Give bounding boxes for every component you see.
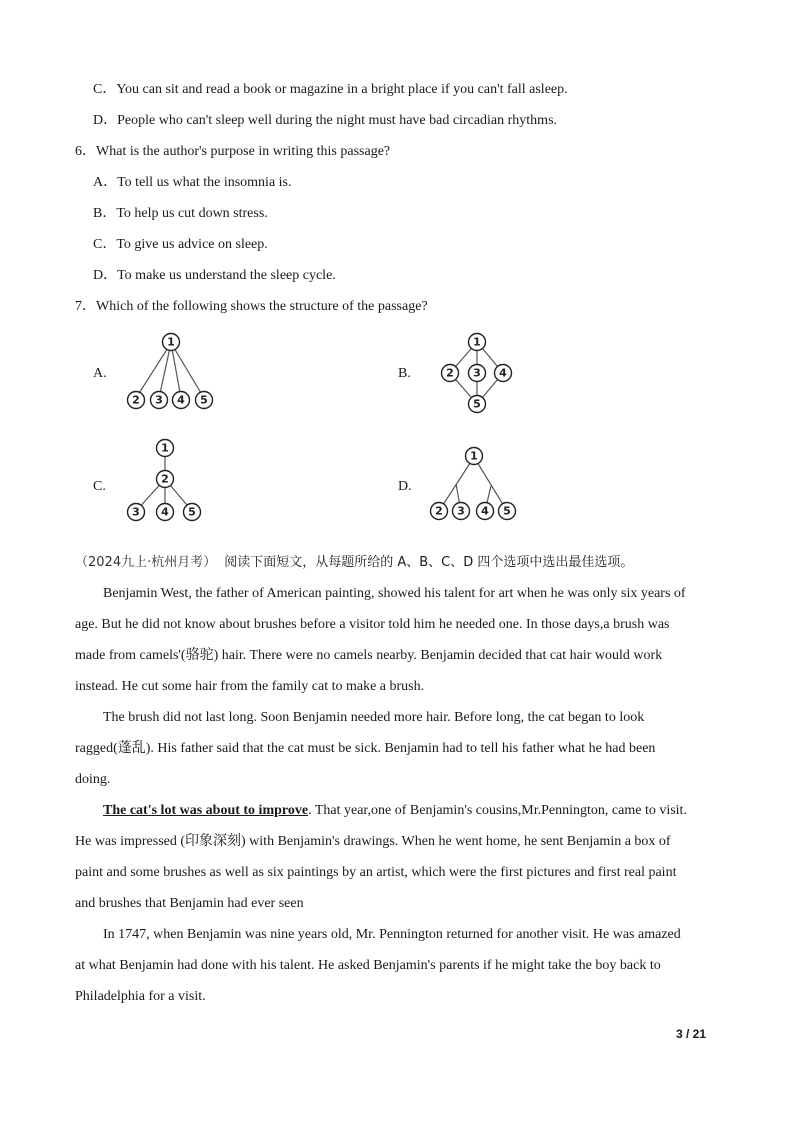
node-1: 1 [161, 441, 169, 455]
q5-option-d: D．People who can't sleep well during the night must have bad circadian rhythms. [93, 113, 558, 128]
q6-stem: 6．What is the author's purpose in writing this passage? [75, 144, 391, 159]
passage-line: instead. He cut some hair from the family cat to make a brush. [75, 679, 425, 694]
node-4: 4 [481, 504, 489, 518]
passage-line-rest: . That year,one of Benjamin's cousins,Mr.Pennington, came to visit. [308, 803, 687, 818]
passage-line: Benjamin West, the father of American painting, showed his talent for art when he was only six years of [103, 586, 686, 601]
node-2: 2 [446, 366, 454, 380]
q6-option-c: C．To give us advice on sleep. [93, 237, 268, 252]
node-2: 2 [161, 472, 169, 486]
passage-line: ragged(蓬乱). His father said that the cat must be sick. Benjamin had to tell his father what he had been [75, 741, 656, 756]
passage-line: at what Benjamin had done with his talent. He asked Benjamin's parents if he might take the boy back to [75, 958, 661, 973]
passage-line: Philadelphia for a visit. [75, 989, 206, 1004]
q7-option-a-label: A. [93, 366, 107, 381]
node-3: 3 [473, 366, 481, 380]
passage-line: paint and some brushes as well as six paintings by an artist, which were the first pictures and first real paint [75, 865, 677, 880]
passage-line [103, 803, 687, 819]
q7-diagram-a [120, 328, 220, 413]
q7-option-d-label: D. [398, 479, 412, 494]
q7-stem: 7．Which of the following shows the structure of the passage? [75, 299, 428, 314]
node-3: 3 [132, 505, 140, 519]
passage-line: made from camels'(骆驼) hair. There were no camels nearby. Benjamin decided that cat hair would work [75, 648, 663, 663]
node-4: 4 [161, 505, 169, 519]
q7-diagram-c [118, 437, 208, 527]
page-number: 3 / 21 [676, 1027, 707, 1041]
passage-line: doing. [75, 772, 111, 787]
node-4: 4 [177, 393, 185, 407]
node-5: 5 [200, 393, 208, 407]
q7-diagram-b [430, 328, 525, 416]
node-1: 1 [470, 449, 478, 463]
passage-line: He was impressed (印象深刻) with Benjamin's drawings. When he went home, he sent Benjamin a box of [75, 834, 671, 849]
node-2: 2 [435, 504, 443, 518]
q7-diagram-d [425, 443, 525, 528]
passage-line: age. But he did not know about brushes before a visitor told him he needed one. In those days,a brush was [75, 617, 670, 632]
instruction: 阅读下面短文，从每题所给的 A、B、C、D 四个选项中选出最佳选项。 [224, 555, 634, 570]
node-5: 5 [503, 504, 511, 518]
q6-option-a: A．To tell us what the insomnia is. [93, 175, 292, 190]
passage-line: and brushes that Benjamin had ever seen [75, 896, 304, 911]
q7-option-b-label: B. [398, 366, 411, 381]
node-3: 3 [457, 504, 465, 518]
node-3: 3 [155, 393, 163, 407]
source-tag: （2024九上·杭州月考） [75, 555, 217, 570]
underlined-phrase: The cat's lot was about to improve [103, 803, 309, 818]
passage-line: The brush did not last long. Soon Benjamin needed more hair. Before long, the cat began to look [103, 710, 645, 725]
q7-option-c-label: C. [93, 479, 106, 494]
node-5: 5 [473, 397, 481, 411]
node-1: 1 [473, 335, 481, 349]
q6-option-b: B．To help us cut down stress. [93, 206, 268, 221]
passage-source [75, 555, 633, 571]
node-2: 2 [132, 393, 140, 407]
passage-line: In 1747, when Benjamin was nine years old, Mr. Pennington returned for another visit. He was amazed [103, 927, 681, 942]
node-1: 1 [167, 335, 175, 349]
node-5: 5 [188, 505, 196, 519]
node-4: 4 [499, 366, 507, 380]
q5-option-c: C．You can sit and read a book or magazine in a bright place if you can't fall asleep. [93, 82, 568, 97]
q6-option-d: D．To make us understand the sleep cycle. [93, 268, 336, 283]
